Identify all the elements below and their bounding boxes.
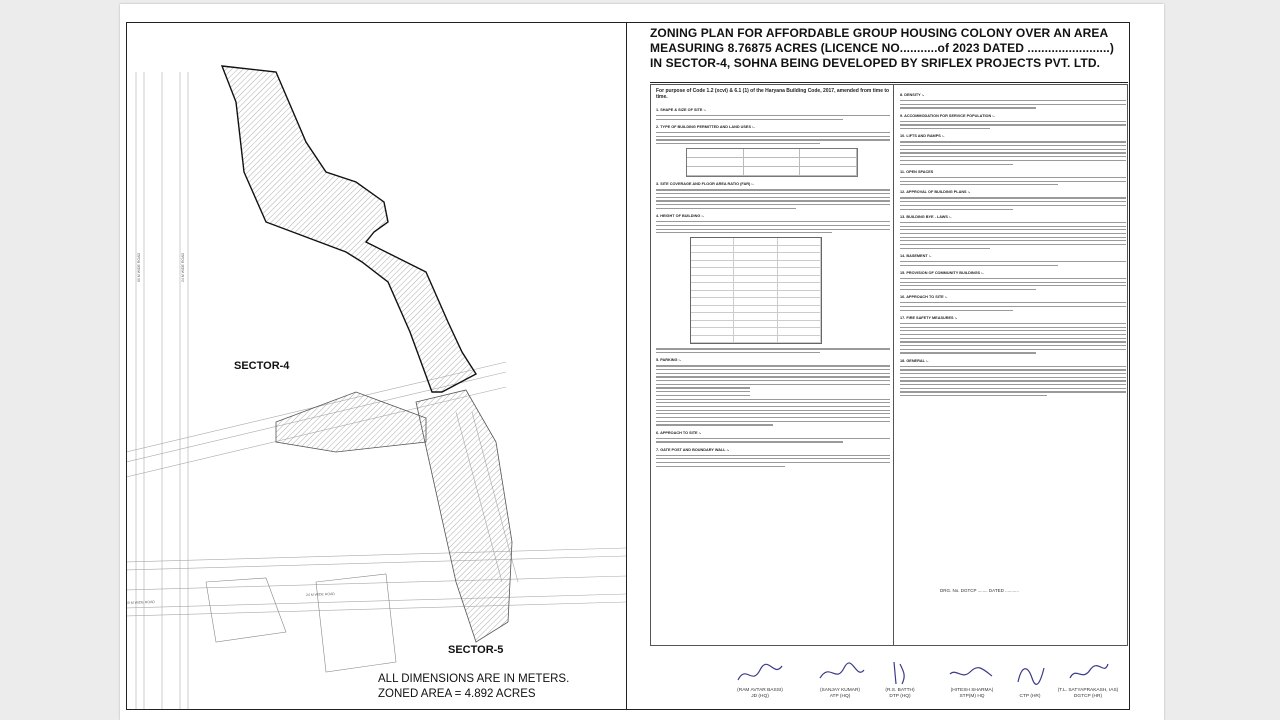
section-heading: 16. APPROACH TO SITE :- [900, 295, 948, 300]
title-line-3: IN SECTOR-4, SOHNA BEING DEVELOPED BY SRIFLEX PROJECTS PVT. LTD. [650, 56, 1101, 70]
land-use-table [686, 148, 858, 177]
notes-right-column [900, 88, 1126, 399]
road-label-low-1: 60 M WIDE ROAD [126, 599, 156, 605]
height-setback-table [690, 237, 822, 344]
section-heading: 14. BASEMENT :- [900, 253, 932, 258]
title-line-1: ZONING PLAN FOR AFFORDABLE GROUP HOUSING COLONY OVER AN AREA [650, 26, 1109, 40]
section-heading: 10. LIFTS AND RAMPS :- [900, 134, 945, 139]
sector-4-label: SECTOR-4 [234, 360, 290, 372]
signature [720, 648, 800, 708]
signatory-role: ATP (HQ) [829, 694, 851, 699]
dimensions-line: ALL DIMENSIONS ARE IN METERS. [378, 673, 570, 685]
signature-block [650, 648, 1128, 708]
notes-left-column [656, 88, 890, 469]
section-heading: 3. SITE COVERAGE AND FLOOR AREA RATIO (FAR) :- [656, 182, 754, 187]
zoned-area-line: ZONED AREA = 4.892 ACRES [378, 688, 536, 700]
dimensions-note [378, 672, 569, 702]
signatory-name: (R.S. BATTH) [885, 688, 915, 693]
road-label-low-2: 24 M WIDE ROAD [305, 591, 336, 597]
signatory-role: CTP (HR) [1019, 694, 1041, 699]
plan-title [650, 26, 1128, 83]
road-label-left-2: 24 M WIDE ROAD [181, 253, 185, 282]
signatory-name: (HITESH SHARMA) [950, 688, 994, 693]
section-heading: 7. GATE POST AND BOUNDARY WALL :- [656, 447, 730, 452]
signatory-role: JD (HQ) [751, 694, 769, 699]
title-line-2: MEASURING 8.76875 ACRES (LICENCE NO...........of 2023 DATED ........................) [650, 41, 1114, 55]
signatory-name: (SANJAY KUMAR) [819, 688, 861, 693]
signature-mark-icon [1058, 658, 1118, 688]
signature-mark-icon [870, 658, 930, 688]
section-heading: 1. SHAPE & SIZE OF SITE :- [656, 108, 706, 112]
signatory-role: DTP (HQ) [889, 694, 911, 699]
signatory-name: (RAM AVTAR BASSI) [737, 688, 783, 693]
section-heading: 12. APPROVAL OF BUILDING PLANS :- [900, 190, 971, 195]
section-heading: 2. TYPE OF BUILDING PERMITTED AND LAND USES :- [656, 124, 755, 129]
section-heading: 4. HEIGHT OF BUILDING :- [656, 214, 704, 219]
panel-divider [626, 22, 627, 710]
signatory-role: DGTCP (HR) [1073, 694, 1103, 699]
section-heading: 5. PARKING :- [656, 358, 682, 363]
section-heading: 15. PROVISION OF COMMUNITY BUILDINGS :- [900, 270, 984, 275]
drawing-number: DRG. No. DGTCP ........ DATED ........... [940, 588, 1019, 593]
section-heading: 9. ACCOMMODATION FOR SERVICE POPULATION :- [900, 113, 995, 118]
signature [860, 648, 940, 708]
signatory-role: STP(M) HQ [959, 694, 985, 699]
section-heading: 18. GENERAL :- [900, 358, 929, 363]
signature-mark-icon [730, 658, 790, 688]
notes-column-divider [893, 84, 894, 646]
notes-lead: For purpose of Code 1.2 (xcvi) & 6.1 (1) of the Haryana Building Code, 2017, amended from time to time. [656, 88, 890, 100]
section-heading: 6. APPROACH TO SITE :- [656, 430, 702, 435]
road-label-left-1: 60 M WIDE ROAD [137, 253, 141, 282]
section-heading: 17. FIRE SAFETY MEASURES :- [900, 315, 958, 320]
section-heading: 11. OPEN SPACES [900, 169, 934, 174]
signature [1048, 648, 1128, 708]
section-heading: 8. DENSITY :- [900, 93, 925, 97]
section-heading: 13. BUILDING BYE - LAWS :- [900, 214, 952, 219]
signatory-name: (T.L. SATYAPRAKASH, IAS) [1057, 688, 1119, 693]
sector-5-label: SECTOR-5 [448, 644, 504, 656]
